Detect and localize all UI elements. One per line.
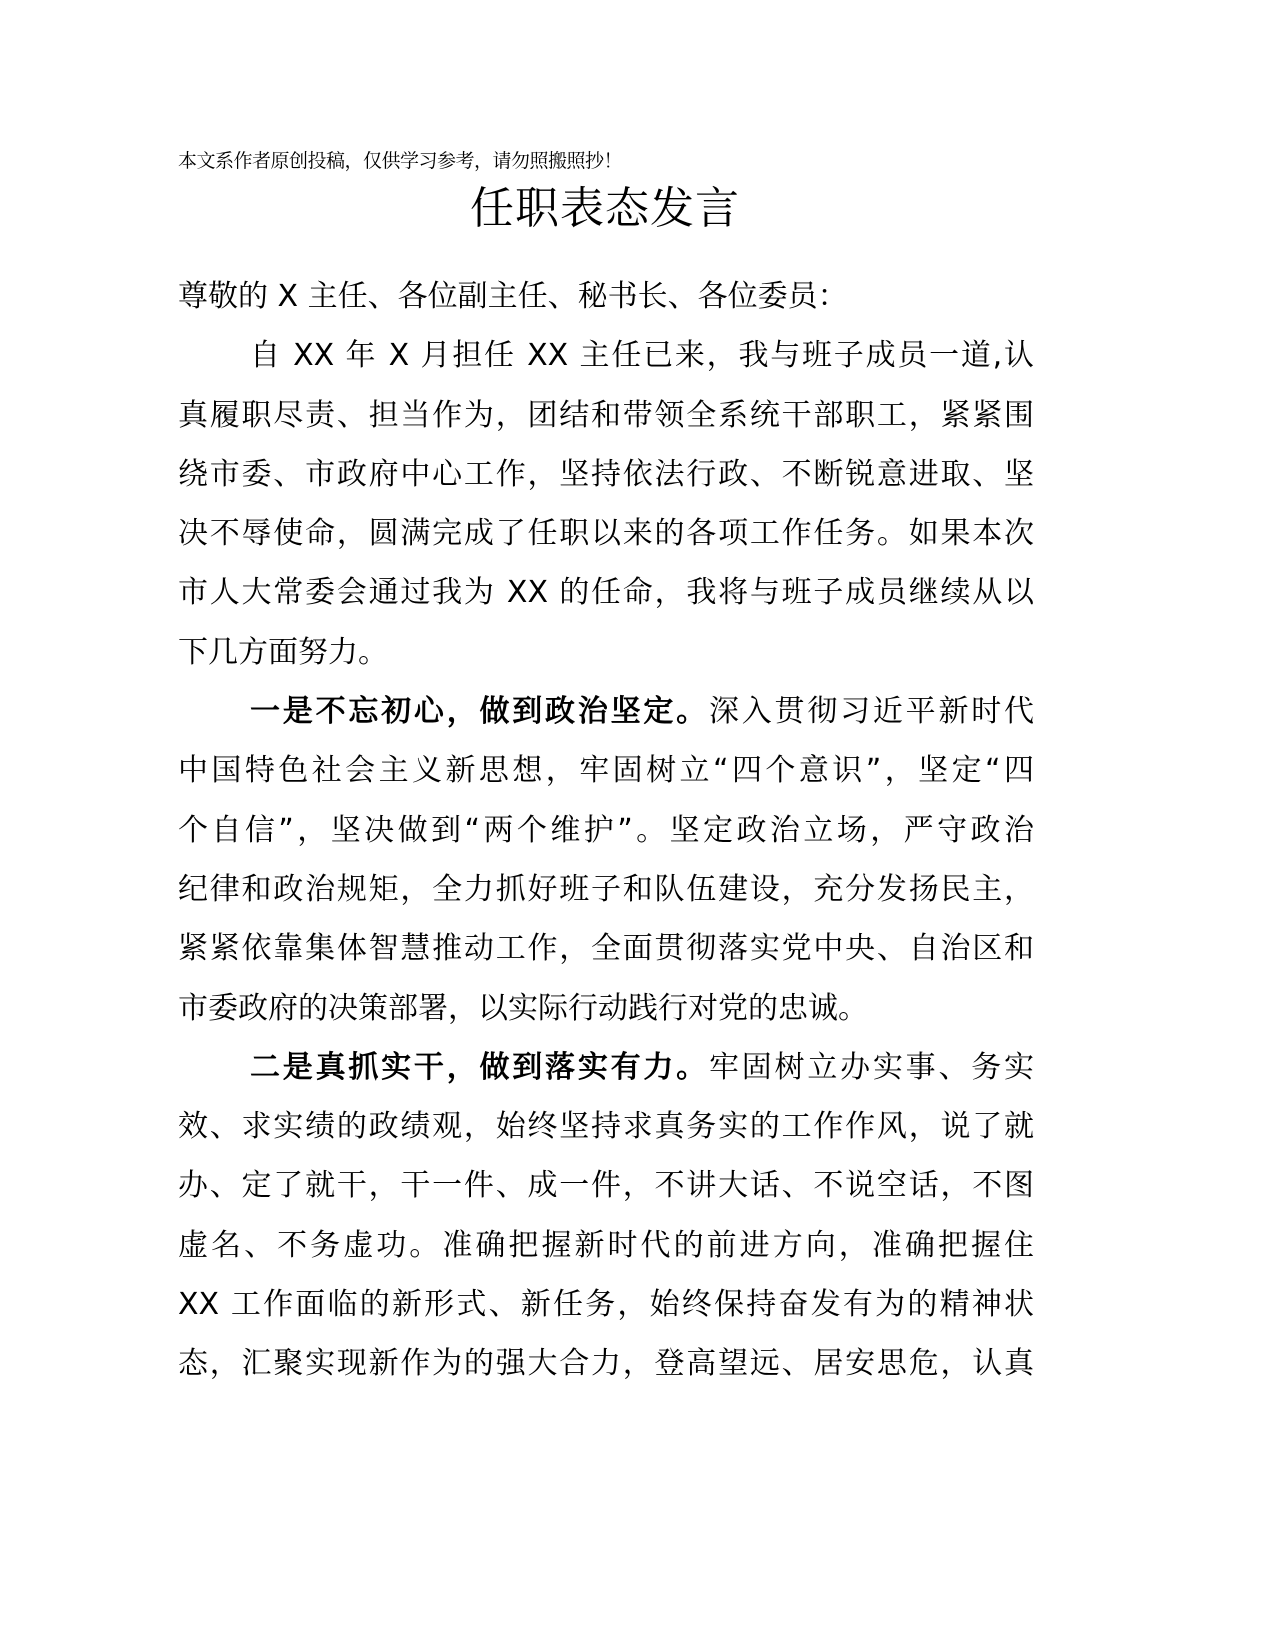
text-line: 决不辱使命，圆满完成了任职以来的各项工作任务。如果本次	[178, 516, 1034, 552]
text-line: 下几方面努力。	[178, 634, 388, 670]
text-line: 真履职尽责、担当作为，团结和带领全系统干部职工，紧紧围	[178, 397, 1034, 433]
text-line: 个自信”，坚决做到“两个维护”。坚定政治立场，严守政治	[178, 812, 1034, 848]
paragraph-intro	[178, 331, 1034, 687]
text-line: XX 工作面临的新形式、新任务，始终保持奋发有为的精神状	[178, 1287, 1034, 1323]
point-heading: 一是不忘初心，做到政治坚定。	[250, 694, 709, 730]
text-line: 态，汇聚实现新作为的强大合力，登高望远、居安思危，认真	[178, 1346, 1034, 1382]
point-text: 深入贯彻习近平新时代	[708, 694, 1035, 730]
document-body	[178, 272, 1034, 1399]
text-line: 绕市委、市政府中心工作，坚持依法行政、不断锐意进取、坚	[178, 456, 1034, 492]
salutation: 尊敬的 X 主任、各位副主任、秘书长、各位委员：	[178, 279, 848, 314]
text-line	[178, 1043, 1034, 1102]
text-line: 效、求实绩的政绩观，始终坚持求真务实的工作作风，说了就	[178, 1109, 1034, 1145]
copyright-notice: 本文系作者原创投稿，仅供学习参考，请勿照搬照抄！	[178, 150, 623, 172]
text-line: 虚名、不务虚功。准确把握新时代的前进方向，准确把握住	[178, 1227, 1034, 1263]
text-line: 自 XX 年 X 月担任 XX 主任已来，我与班子成员一道,认	[250, 338, 1034, 374]
document-title: 任职表态发言	[470, 183, 740, 234]
paragraph-point-2	[178, 1043, 1034, 1399]
text-line: 办、定了就干，干一件、成一件，不讲大话、不说空话，不图	[178, 1168, 1034, 1204]
text-line: 紧紧依靠集体智慧推动工作，全面贯彻落实党中央、自治区和	[178, 931, 1034, 967]
text-line: 中国特色社会主义新思想，牢固树立“四个意识”，坚定“四	[178, 753, 1034, 789]
text-line: 纪律和政治规矩，全力抓好班子和队伍建设，充分发扬民主，	[178, 871, 1034, 907]
text-line	[178, 687, 1034, 746]
point-text: 牢固树立办实事、务实	[708, 1049, 1035, 1085]
text-line: 市委政府的决策部署，以实际行动践行对党的忠诚。	[178, 990, 868, 1026]
paragraph-point-1	[178, 687, 1034, 1043]
point-heading: 二是真抓实干，做到落实有力。	[250, 1049, 709, 1085]
text-line: 市人大常委会通过我为 XX 的任命，我将与班子成员继续从以	[178, 575, 1034, 611]
